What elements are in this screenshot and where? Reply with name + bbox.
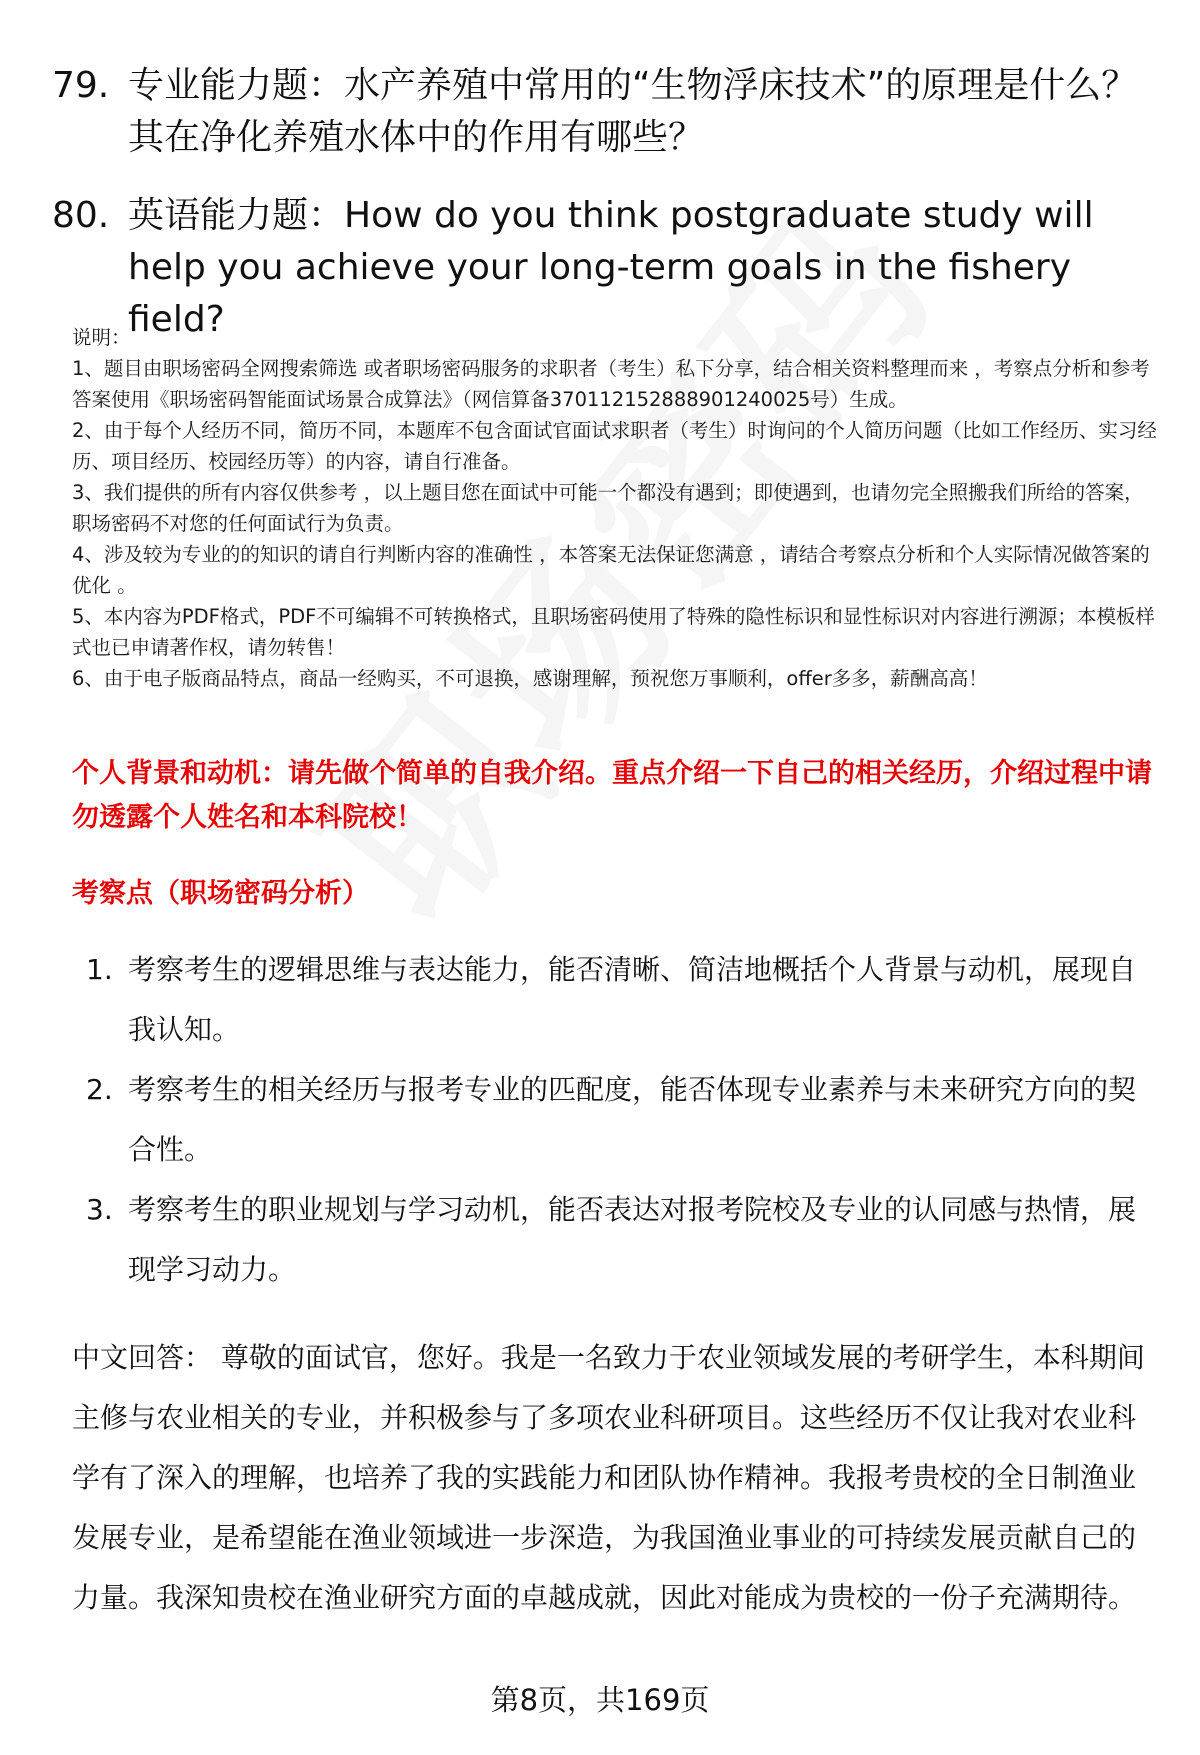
notes-heading: 说明： [72,326,131,349]
list-item [72,940,1152,1060]
note-item: 5、本内容为PDF格式，PDF不可编辑不可转换格式，且职场密码使用了特殊的隐性标识和显性标识对内容进行溯源；本模板样式也已申请著作权，请勿转售！ [72,605,1155,659]
note-item: 3、我们提供的所有内容仅供参考 ，以上题目您在面试中可能一个都没有遇到；即使遇到，也请勿完全照搬我们所给的答案，职场密码不对您的任何面试行为负责。 [72,481,1144,535]
list-item-number: 1. [86,953,113,986]
question-79 [52,60,1152,164]
question-text: 专业能力题：水产养殖中常用的“生物浮床技术”的原理是什么？其在净化养殖水体中的作用有哪些？ [128,65,1138,158]
question-text: 英语能力题：How do you think postgraduate study will help you achieve your long-term goals in the fishery field? [128,195,1094,340]
page-number: 第8页，共169页 [490,1683,710,1717]
section-title: 个人背景和动机：请先做个简单的自我介绍。重点介绍一下自己的相关经历，介绍过程中请勿透露个人姓名和本科院校！ [72,758,1152,833]
list-item-text: 考察考生的逻辑思维与表达能力，能否清晰、简洁地概括个人背景与动机，展现自我认知。 [128,953,1137,1046]
list-item [72,1060,1152,1180]
list-item [72,1180,1152,1300]
note-item: 4、涉及较为专业的的知识的请自行判断内容的准确性 ，本答案无法保证您满意 ，请结合考察点分析和个人实际情况做答案的优化 。 [72,543,1150,597]
list-item-number: 3. [86,1193,113,1226]
note-item: 2、由于每个人经历不同，简历不同，本题库不包含面试官面试求职者（考生）时询问的个人简历问题（比如工作经历、实习经历、项目经历、校园经历等）的内容，请自行准备。 [72,419,1157,473]
list-item-text: 考察考生的相关经历与报考专业的匹配度，能否体现专业素养与未来研究方向的契合性。 [128,1073,1137,1166]
disclaimer-notes [72,322,1162,694]
question-number: 79. [52,65,110,106]
answer-text: 中文回答： 尊敬的面试官，您好。我是一名致力于农业领域发展的考研学生，本科期间主修与农业相关的专业，并积极参与了多项农业科研项目。这些经历不仅让我对农业科学有了深入的理解，也培养了我的实践能力和团队协作精神。我报考贵校的全日制渔业发展专业，是希望能在渔业领域进一步深造，为我国渔业事业的可持续发展贡献自己的力量。我深知贵校在渔业研究方面的卓越成就，因此对能成为贵校的一份子充满期待。 [72,1341,1145,1614]
evaluation-points [72,940,1152,1300]
note-item: 6、由于电子版商品特点，商品一经购买，不可退换，感谢理解，预祝您万事顺利，offer多多，薪酬高高！ [72,667,988,690]
question-number: 80. [52,195,110,236]
note-item: 1、题目由职场密码全网搜索筛选 或者职场密码服务的求职者（考生）私下分享，结合相关资料整理而来 ，考察点分析和参考答案使用《职场密码智能面试场景合成算法》（网信算备370112152888901240025号）生成。 [72,357,1150,411]
list-item-number: 2. [86,1073,113,1106]
section-subtitle: 考察点（职场密码分析） [72,878,369,909]
list-item-text: 考察考生的职业规划与学习动机，能否表达对报考院校及专业的认同感与热情，展现学习动力。 [128,1193,1137,1286]
